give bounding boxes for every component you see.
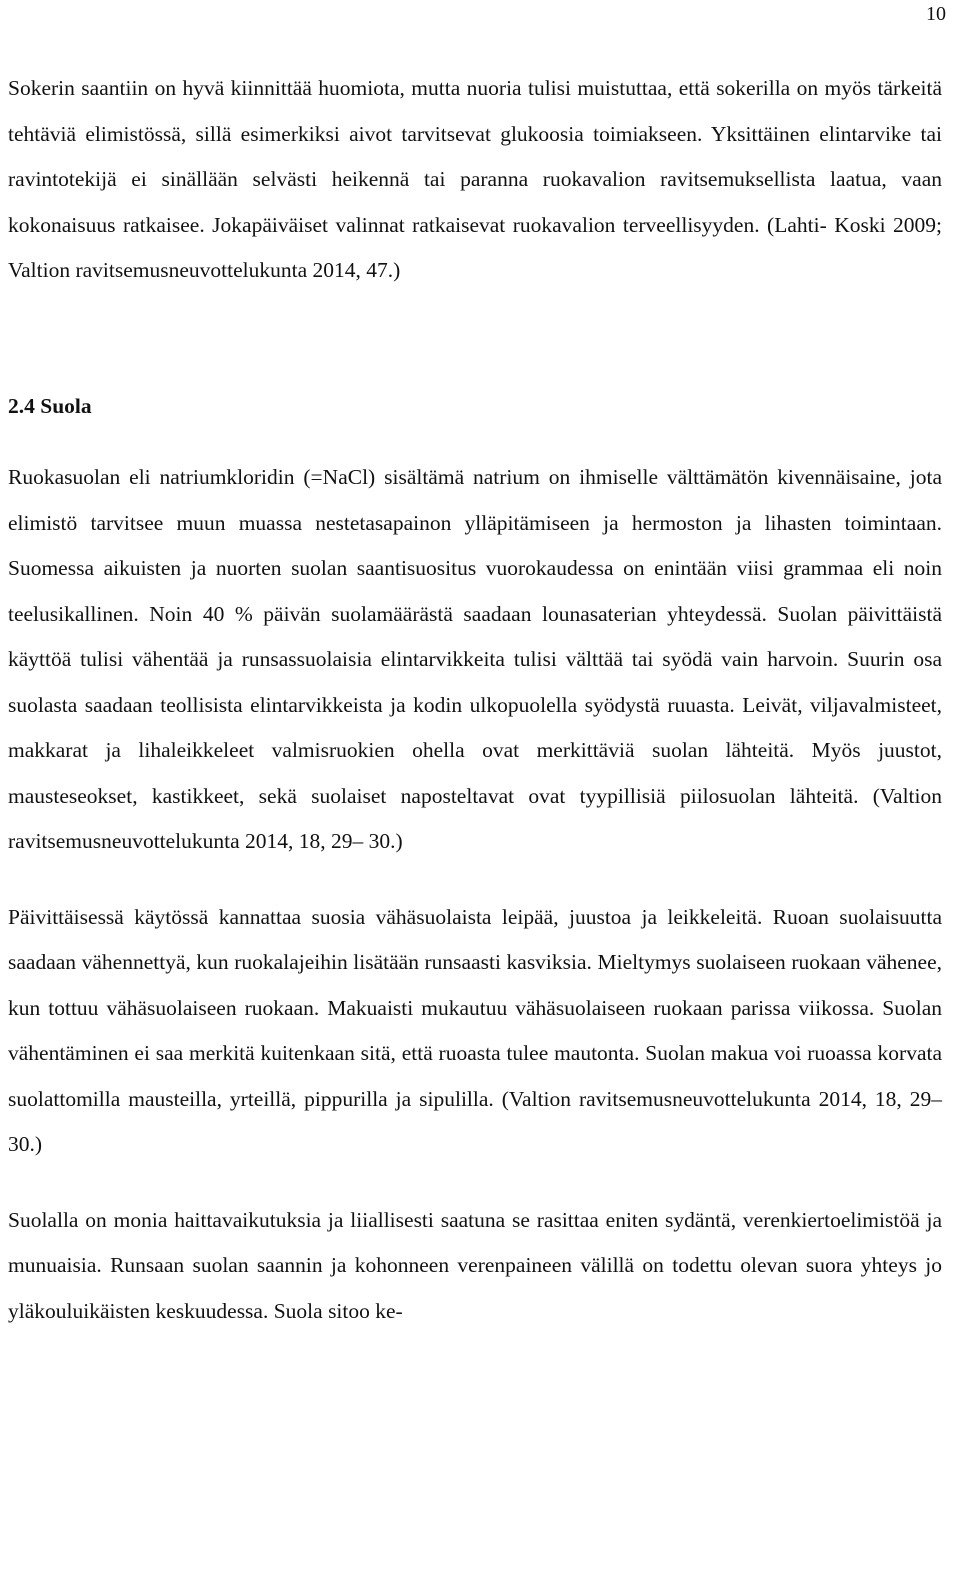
document-body: [8, 66, 942, 1334]
paragraph-salt-intro: Ruokasuolan eli natriumkloridin (=NaCl) sisältämä natrium on ihmiselle välttämätön kivennäisaine, jota elimistö tarvitsee muun muassa nestetasapainon ylläpitämiseen ja hermoston ja lihasten toimintaan. Suomessa aikuisten ja nuorten suolan saantisuositus vuorokaudessa on enintään viisi grammaa eli noin teelusikallinen. Noin 40 % päivän suolamäärästä saadaan lounasaterian yhteydessä. Suolan päivittäistä käyttöä tulisi vähentää ja runsassuolaisia elintarvikkeita tulisi välttää tai syödä vain harvoin. Suurin osa suolasta saadaan teollisista elintarvikkeista ja kodin ulkopuolella syödystä ruuasta. Leivät, viljavalmisteet, makkarat ja lihaleikkeleet valmisruokien ohella ovat merkittäviä suolan lähteitä. Myös juustot, mausteseokset, kastikkeet, sekä suolaiset naposteltavat ovat tyypillisiä piilosuolan lähteitä. (Valtion ravitsemusneuvottelukunta 2014, 18, 29– 30.): [8, 465, 942, 853]
page-number: 10: [926, 3, 946, 25]
paragraph-salt-effects: Suolalla on monia haittavaikutuksia ja liiallisesti saatuna se rasittaa eniten sydäntä, verenkiertoelimistöä ja munuaisia. Runsaan suolan saannin ja kohonneen verenpaineen välillä on todettu olevan suora yhteys jo yläkouluikäisten keskuudessa. Suola sitoo ke-: [8, 1207, 942, 1323]
paragraph-sugar: Sokerin saantiin on hyvä kiinnittää huomiota, mutta nuoria tulisi muistuttaa, että sokerilla on myös tärkeitä tehtäviä elimistössä, sillä esimerkiksi aivot tarvitsevat glukoosia toimiakseen. Yksittäinen elintarvike tai ravintotekijä ei sinällään selvästi heikennä tai paranna ruokavalion ravitsemuksellista laatua, vaan kokonaisuus ratkaisee. Jokapäiväiset valinnat ratkaisevat ruokavalion terveellisyyden. (Lahti- Koski 2009; Valtion ravitsemusneuvottelukunta 2014, 47.): [8, 76, 942, 282]
section-heading-salt: 2.4 Suola: [8, 393, 92, 418]
paragraph-salt-reduction: Päivittäisessä käytössä kannattaa suosia vähäsuolaista leipää, juustoa ja leikkeleitä. Ruoan suolaisuutta saadaan vähennettyä, kun ruokalajeihin lisätään runsaasti kasviksia. Mieltymys suolaiseen ruokaan vähenee, kun tottuu vähäsuolaiseen ruokaan. Makuaisti mukautuu vähäsuolaiseen ruokaan parissa viikossa. Suolan vähentäminen ei saa merkitä kuitenkaan sitä, että ruoasta tulee mautonta. Suolan makua voi ruoassa korvata suolattomilla mausteilla, yrteillä, pippurilla ja sipulilla. (Valtion ravitsemusneuvottelukunta 2014, 18, 29–30.): [8, 904, 942, 1156]
